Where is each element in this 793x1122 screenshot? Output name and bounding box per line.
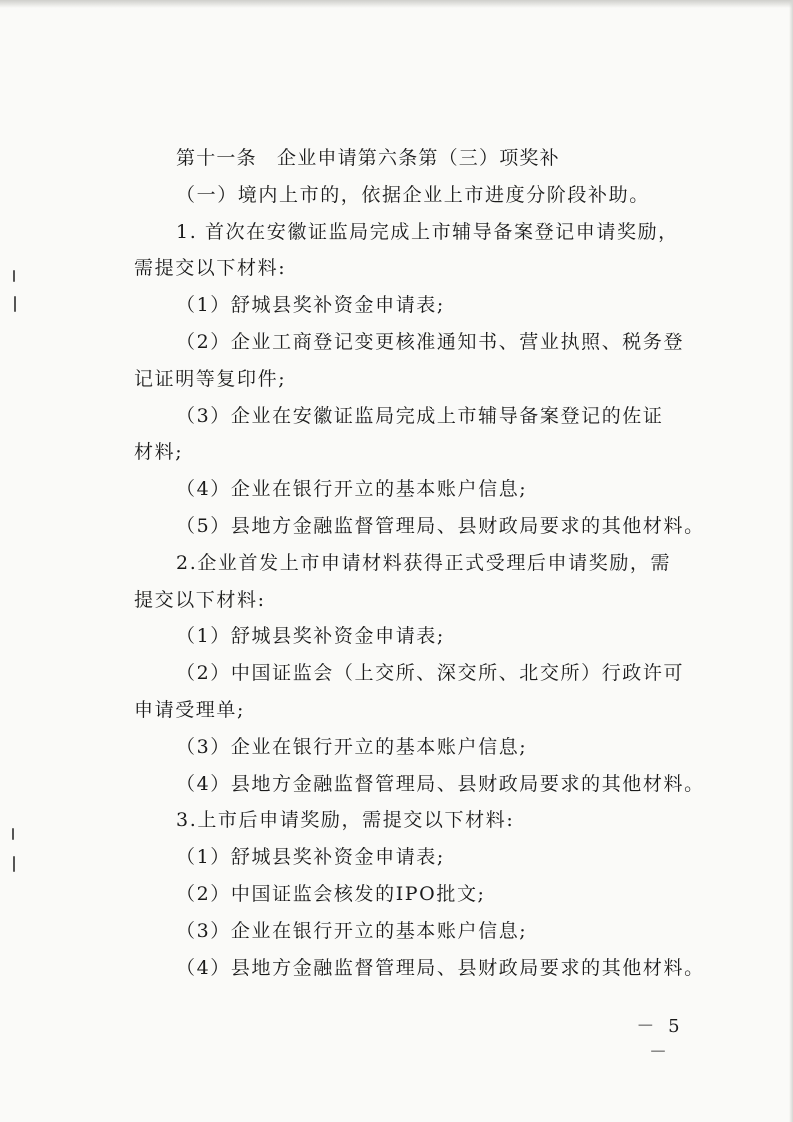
list-item: （2）中国证监会核发的IPO批文; [176,882,486,905]
margin-mark [14,296,16,312]
text-line: 提交以下材料: [134,588,266,611]
document-body [134,140,705,986]
list-item: （5）县地方金融监督管理局、县财政局要求的其他材料。 [176,514,705,537]
list-item: （2）企业工商登记变更核准通知书、营业执照、税务登 [176,330,685,353]
item-heading: 1. 首次在安徽证监局完成上市辅导备案登记申请奖励， [176,220,679,243]
text-line: 材料; [134,441,184,464]
text-line: 需提交以下材料: [134,257,287,280]
list-item: （3）企业在银行开立的基本账户信息; [176,919,528,942]
text-line: 申请受理单; [134,698,246,721]
list-item: （1）舒城县奖补资金申请表; [176,294,445,317]
list-item: （3）企业在安徽证监局完成上市辅导备案登记的佐证 [176,404,664,427]
scan-edge-top [0,0,793,8]
margin-mark [13,856,15,872]
list-item: （3）企业在银行开立的基本账户信息; [176,735,528,758]
margin-mark [13,270,15,282]
list-item: （1）舒城县奖补资金申请表; [176,625,445,648]
section-heading: （一）境内上市的，依据企业上市进度分阶段补助。 [176,183,650,206]
list-item: （1）舒城县奖补资金申请表; [176,846,445,869]
list-item: （2）中国证监会（上交所、深交所、北交所）行政许可 [176,662,685,685]
text-line: 记证明等复印件; [134,367,287,390]
item-heading: 2.企业首发上市申请材料获得正式受理后申请奖励，需 [176,551,672,574]
list-item: （4）县地方金融监督管理局、县财政局要求的其他材料。 [176,956,705,979]
margin-mark [12,828,14,840]
article-heading: 第十一条 企业申请第六条第（三）项奖补 [176,147,560,169]
item-heading: 3.上市后申请奖励，需提交以下材料: [176,809,515,832]
page-number: － 5 － [636,1016,684,1063]
scan-edge-right [789,0,793,1122]
list-item: （4）县地方金融监督管理局、县财政局要求的其他材料。 [176,772,705,795]
list-item: （4）企业在银行开立的基本账户信息; [176,478,528,501]
